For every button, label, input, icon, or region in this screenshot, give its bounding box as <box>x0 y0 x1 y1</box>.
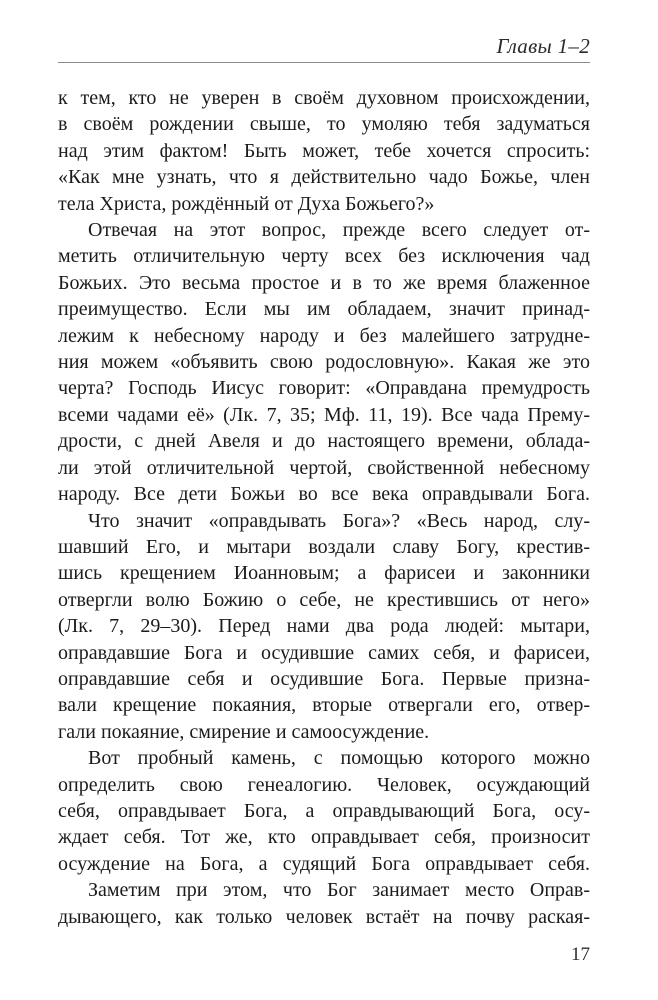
text-line: осуждение на Бога, а судящий Бога оправдывает себя. <box>58 852 590 875</box>
paragraph <box>58 745 590 877</box>
text-line: дывающего, как только человек встаёт на почву раская- <box>58 905 590 928</box>
page-number: 17 <box>571 944 590 965</box>
running-header <box>58 35 590 58</box>
text-line: тела Христа, рождённый от Духа Божьего?» <box>58 192 435 215</box>
text-line: вали крещение покаяния, вторые отвергали его, отвер- <box>58 694 590 717</box>
text-line: (Лк. 7, 29–30). Перед нами два рода людей: мытари, <box>58 615 590 638</box>
text-line: определить свою генеалогию. Человек, осуждающий <box>58 773 590 796</box>
text-line: над этим фактом! Быть может, тебе хочется спросить: <box>58 139 590 162</box>
paragraph <box>58 877 590 930</box>
text-line: преимущество. Если мы им обладаем, значит принад- <box>58 298 590 321</box>
text-line: Отвечая на этот вопрос, прежде всего следует от- <box>88 219 590 242</box>
chapter-header-title: Главы 1–2 <box>496 34 590 58</box>
text-line: оправдавшие себя и осудившие Бога. Первые призна- <box>58 667 590 690</box>
text-line: ния можем «объявить свою родословную». Какая же это <box>58 351 590 374</box>
text-line: себя, оправдывает Бога, а оправдывающий Бога, осу- <box>58 799 590 822</box>
text-line: всеми чадами её» (Лк. 7, 35; Мф. 11, 19). Все чада Прему- <box>58 403 590 426</box>
text-line: шавший Его, и мытари воздали славу Богу, крестив- <box>58 535 590 558</box>
text-line: отвергли волю Божию о себе, не крестившись от него» <box>58 588 590 611</box>
page-body <box>58 85 590 930</box>
text-line: оправдавшие Бога и осудившие самих себя, и фарисеи, <box>58 641 590 664</box>
text-line: Что значит «оправдывать Бога»? «Весь народ, слу- <box>88 509 590 532</box>
text-line: лежим к небесному народу и без малейшего затрудне- <box>58 324 590 347</box>
text-line: ждает себя. Тот же, кто оправдывает себя, произносит <box>58 826 590 849</box>
paragraph <box>58 508 590 746</box>
paragraph <box>58 217 590 507</box>
header-rule <box>58 62 590 63</box>
text-line: метить отличительную черту всех без исключения чад <box>58 245 590 268</box>
text-line: Божьих. Это весьма простое и в то же время блаженное <box>58 271 590 294</box>
text-line: черта? Господь Иисус говорит: «Оправдана премудрость <box>58 377 590 400</box>
text-line: дрости, с дней Авеля и до настоящего времени, облада- <box>58 430 590 453</box>
text-line: шись крещением Иоанновым; а фарисеи и законники <box>58 562 590 585</box>
text-line: Вот пробный камень, с помощью которого можно <box>88 747 590 770</box>
text-line: Заметим при этом, что Бог занимает место Оправ- <box>88 879 590 902</box>
text-line: «Как мне узнать, что я действительно чадо Божье, член <box>58 166 590 189</box>
text-line: ли этой отличительной чертой, свойственной небесному <box>58 456 590 479</box>
paragraph <box>58 85 590 217</box>
text-line: в своём рождении свыше, то умоляю тебя задуматься <box>58 113 590 136</box>
text-line: гали покаяние, смирение и самоосуждение. <box>58 720 430 743</box>
text-line: к тем, кто не уверен в своём духовном происхождении, <box>58 87 590 109</box>
text-line: народу. Все дети Божьи во все века оправдывали Бога. <box>58 483 590 506</box>
